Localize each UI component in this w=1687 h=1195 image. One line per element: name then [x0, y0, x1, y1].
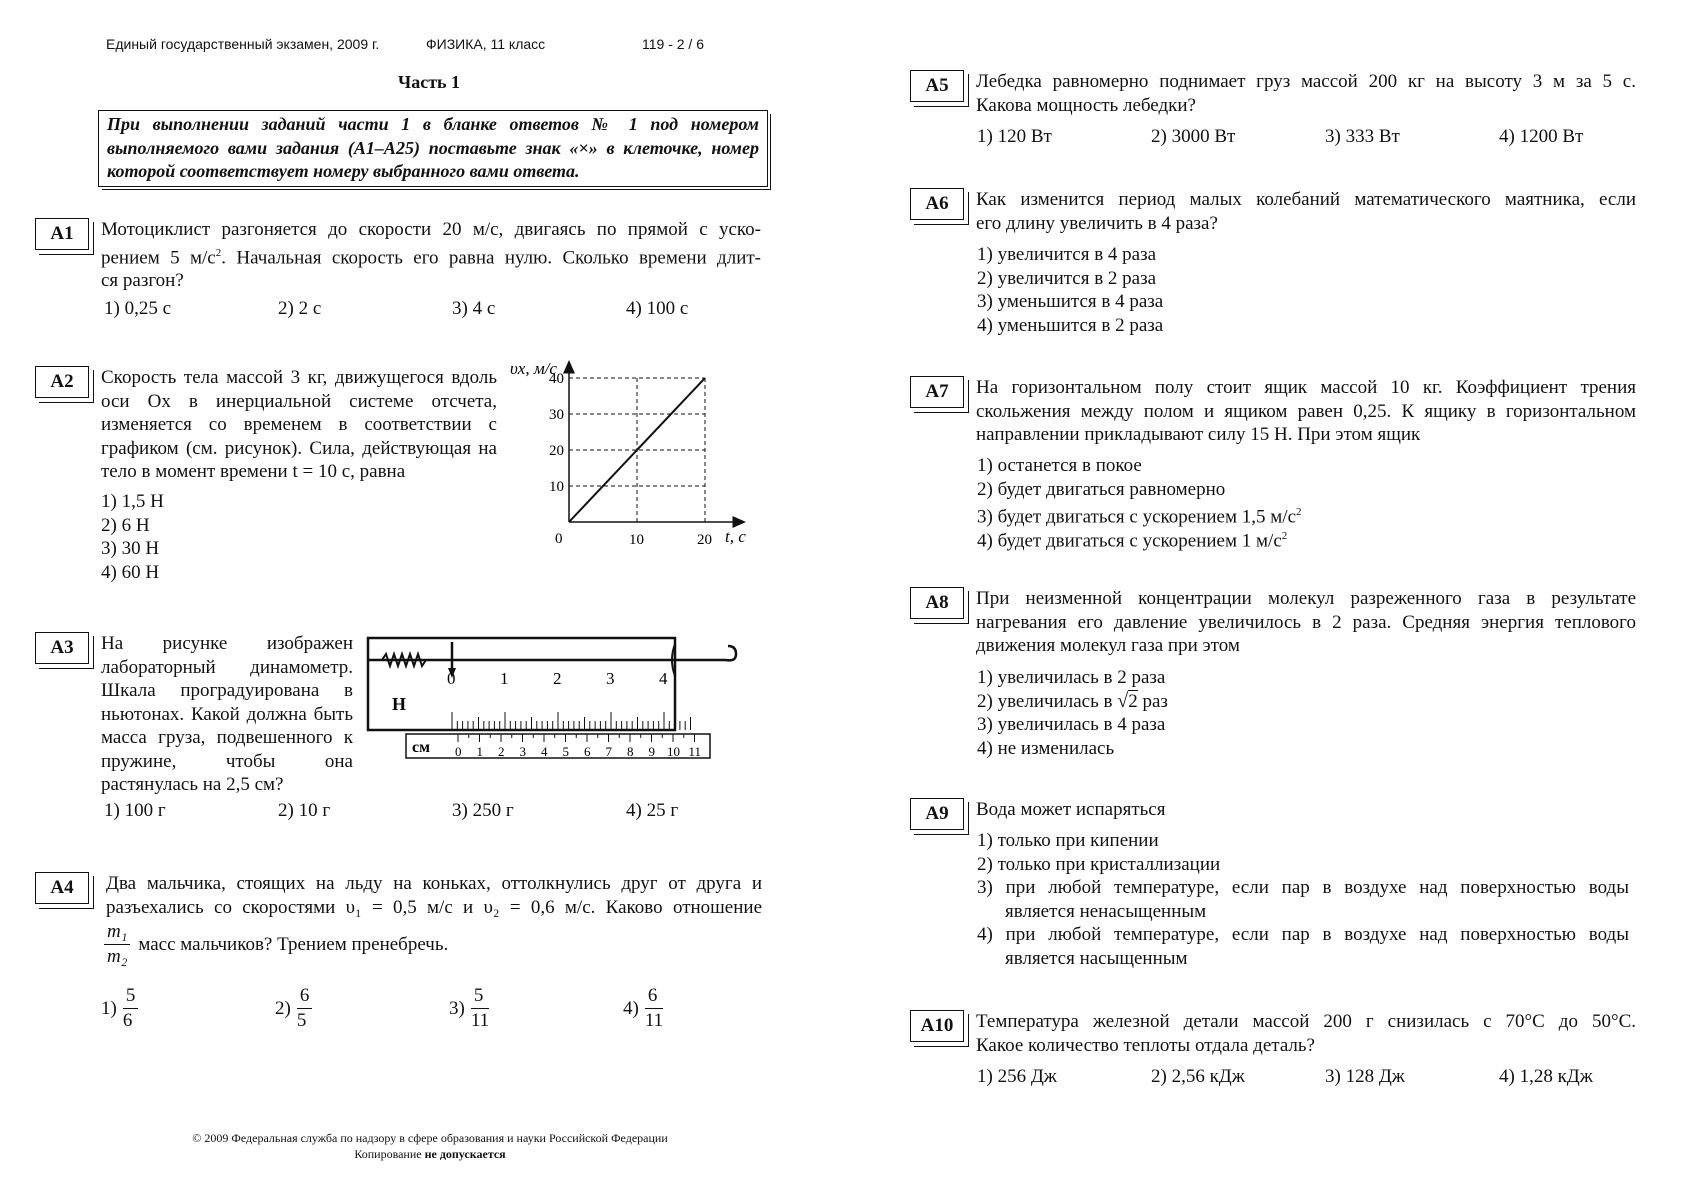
part-title: Часть 1 [398, 72, 461, 92]
x-axis-label: t, с [725, 527, 746, 546]
question-text-a6: Как изменится период малых колебаний математического маятника, если его длину увеличить в 4 раза? [976, 189, 1636, 234]
question-text-a1: Мотоциклист разгоняется до скорости 20 м/с, двигаясь по прямой с уско- рением 5 $м/с^2$. Начальная скорость его равна нулю. Сколько времени длит- ся разгон? [101, 219, 761, 292]
options-a6 [977, 243, 1163, 337]
question-label-a6: А6 [910, 188, 964, 220]
origin-label: 0 [555, 531, 563, 546]
y-tick-label: 40 [549, 371, 564, 387]
question-label-a7: А7 [910, 376, 964, 408]
option[interactable]: 4) 1,28 кДж [1499, 1066, 1593, 1087]
option[interactable]: 4) не изменилась [977, 737, 1115, 759]
option[interactable]: 4) уменьшится в 2 раза [977, 314, 1164, 336]
option[interactable]: 3) 30 Н [101, 538, 160, 559]
option[interactable]: 1) увеличится в 4 раза [977, 244, 1157, 265]
question-label-a1: А1 [35, 218, 89, 250]
question-text-a2: Скорость тела массой 3 кг, движущегося вдоль оси Ox в инерциальной системе отсчета, изменяется со временем в соответствии с графиком (см. рисунок). Сила, действующая на тело в момент времени t = 10 с, равна [101, 367, 497, 482]
options-a2 [101, 490, 164, 584]
options-a9 [977, 829, 1629, 970]
option[interactable]: 4) 100 с [626, 298, 689, 319]
option[interactable]: 2) 10 г [278, 800, 331, 821]
footer [100, 1130, 760, 1162]
unit-cm: см [412, 739, 430, 756]
option[interactable]: 3) будет двигаться с ускорением 1,5 $м/с^2$ [977, 506, 1302, 528]
cm-scale-label: 10 [667, 744, 680, 759]
option[interactable]: 4) 1200 Вт [1499, 126, 1584, 147]
velocity-graph [505, 356, 755, 546]
hook [726, 646, 736, 660]
footer-copyright: © 2009 Федеральная служба по надзору в сфере образования и науки Российской Федерации [192, 1131, 668, 1145]
option[interactable]: 2) 2,56 кДж [1151, 1066, 1245, 1087]
exam-title: Единый государственный экзамен, 2009 г. [106, 36, 380, 52]
option[interactable]: 2) 3000 Вт [1151, 126, 1236, 147]
question-text-a4: Два мальчика, стоящих на льду на коньках, оттолкнулись друг от друга и разъехались со скоростями υ₁ = 0,5 м/с и υ₂ = 0,6 м/с. Каково отношение [106, 873, 762, 918]
question-text-a8: При неизменной концентрации молекул разреженного газа в результате нагревания его давление увеличилось в 2 раза. Средняя энергия теплового движения молекул газа при этом [976, 588, 1636, 656]
option[interactable]: 3) 333 Вт [1325, 126, 1400, 147]
option[interactable]: 3) 4 с [452, 298, 496, 319]
cm-scale-label: 4 [541, 744, 548, 759]
cm-scale-label: 0 [455, 744, 462, 759]
option[interactable]: 3) 128 Дж [1325, 1066, 1405, 1087]
question-label-a9: А9 [910, 798, 964, 830]
cm-scale-label: 9 [648, 744, 655, 759]
question-text-a7: На горизонтальном полу стоит ящик массой 10 кг. Коэффициент трения скольжения между полом и ящиком равен 0,25. К ящику в горизонтальном направлении прикладывают силу 15 Н. При этом ящик [976, 377, 1636, 445]
option[interactable]: 4) будет двигаться с ускорением 1 $м/с^2$ [977, 529, 1288, 551]
newton-scale-label: 0 [447, 669, 456, 688]
x-tick-label: 10 [629, 532, 644, 546]
question-label-a2: А2 [35, 366, 89, 398]
spring [382, 654, 452, 666]
question-text-a9: Вода может испаряться [976, 799, 1166, 820]
cm-scale-label: 3 [519, 744, 526, 759]
question-text-a3: На рисунке изображен лабораторный динамометр. Шкала проградуирована в ньютонах. Какой должна быть масса груза, подвешенного к пружине, чтобы она растянулась на 2,5 см? [101, 633, 353, 795]
option[interactable]: 1) только при кипении [977, 830, 1159, 851]
question-label-a4: А4 [35, 872, 89, 904]
option[interactable]: 2) 2 с [278, 298, 322, 319]
option[interactable]: 3) $\frac{5}{11}$ [449, 985, 490, 1031]
option[interactable]: 1) останется в покое [977, 455, 1142, 476]
options-a1 [104, 298, 800, 320]
newton-scale-label: 2 [553, 669, 562, 688]
option[interactable]: 2) $\frac{6}{5}$ [275, 984, 449, 1033]
options-a10 [977, 1066, 1673, 1088]
cm-scale-label: 8 [627, 744, 634, 759]
option[interactable]: 4) 60 Н [101, 561, 160, 583]
y-tick-label: 10 [549, 479, 564, 495]
question-text-a5: Лебедка равномерно поднимает груз массой 200 кг на высоту 3 м за 5 с. Какова мощность лебедки? [976, 71, 1636, 116]
question-label-a10: А10 [910, 1010, 964, 1042]
y-tick-label: 30 [549, 407, 564, 423]
instruction-box: При выполнении заданий части 1 в бланке ответов № 1 под номером выполняемого вами задания (А1–А25) поставьте знак «×» в клеточке, номер которой соответствует номеру выбранного вами ответа. [98, 110, 768, 187]
option[interactable]: 2) увеличилась в √2 раз [977, 689, 1168, 712]
option[interactable]: 1) 100 г [104, 800, 166, 821]
cm-scale-label: 1 [476, 744, 483, 759]
cm-ruler [406, 734, 710, 758]
options-a3 [104, 800, 800, 822]
option[interactable]: 3) 250 г [452, 800, 514, 821]
dynamometer [366, 632, 746, 762]
option[interactable]: 1) 256 Дж [977, 1066, 1057, 1087]
option[interactable]: 4) $\frac{6}{11}$ [623, 985, 664, 1031]
option[interactable]: 3) увеличилась в 4 раза [977, 714, 1166, 735]
option[interactable]: 2) увеличится в 2 раза [977, 267, 1157, 289]
question-text-a4-fraction: $\frac{\text{m₁}}{\text{m₂}}$ масс мальчиков? Трением пренебречь. [104, 920, 448, 969]
option[interactable]: 2) только при кристаллизации [977, 853, 1221, 875]
cm-scale-label: 7 [605, 744, 612, 759]
option[interactable]: 2) 6 Н [101, 514, 150, 536]
newton-scale-label: 3 [606, 669, 615, 688]
question-text-a10: Температура железной детали массой 200 г снизилась с 70°С до 50°С. Какое количество теплоты отдала деталь? [976, 1011, 1636, 1056]
question-label-a3: А3 [35, 632, 89, 664]
option[interactable]: 1) $\frac{5}{6}$ [101, 984, 275, 1033]
dynamometer-body [368, 638, 675, 730]
question-label-a5: А5 [910, 70, 964, 102]
page-number: 119 - 2 / 6 [642, 36, 705, 52]
option[interactable]: 1) 120 Вт [977, 126, 1052, 147]
unit-newton: Н [392, 694, 407, 714]
cm-scale-label: 2 [498, 744, 505, 759]
y-tick-label: 20 [549, 443, 564, 459]
options-a4 [101, 984, 797, 1033]
footer-copy-notice: Копирование не допускается [354, 1147, 506, 1161]
option[interactable]: 2) будет двигаться равномерно [977, 478, 1226, 500]
option[interactable]: 1) увеличилась в 2 раза [977, 667, 1166, 688]
x-tick-label: 20 [697, 532, 712, 546]
cm-scale-label: 11 [688, 744, 702, 759]
options-a7 [977, 454, 1302, 551]
options-a8 [977, 666, 1168, 760]
option[interactable]: 1) 0,25 с [104, 298, 172, 319]
cm-scale-label: 6 [584, 744, 591, 759]
option[interactable]: 4) при любой температуре, если пар в воздухе над поверхностью воды является насыщенным [977, 924, 1629, 969]
subject: ФИЗИКА, 11 класс [426, 36, 546, 52]
newton-scale-label: 4 [659, 669, 668, 688]
newton-scale-label: 1 [500, 669, 509, 688]
y-axis-label: υx, м/с [510, 359, 557, 378]
question-label-a8: А8 [910, 587, 964, 619]
option[interactable]: 3) уменьшится в 4 раза [977, 291, 1164, 312]
cm-scale-label: 5 [562, 744, 569, 759]
options-a5 [977, 126, 1673, 148]
option[interactable]: 1) 1,5 Н [101, 491, 164, 512]
option[interactable]: 3) при любой температуре, если пар в воздухе над поверхностью воды является ненасыщенным [977, 877, 1629, 922]
option[interactable]: 4) 25 г [626, 800, 679, 821]
